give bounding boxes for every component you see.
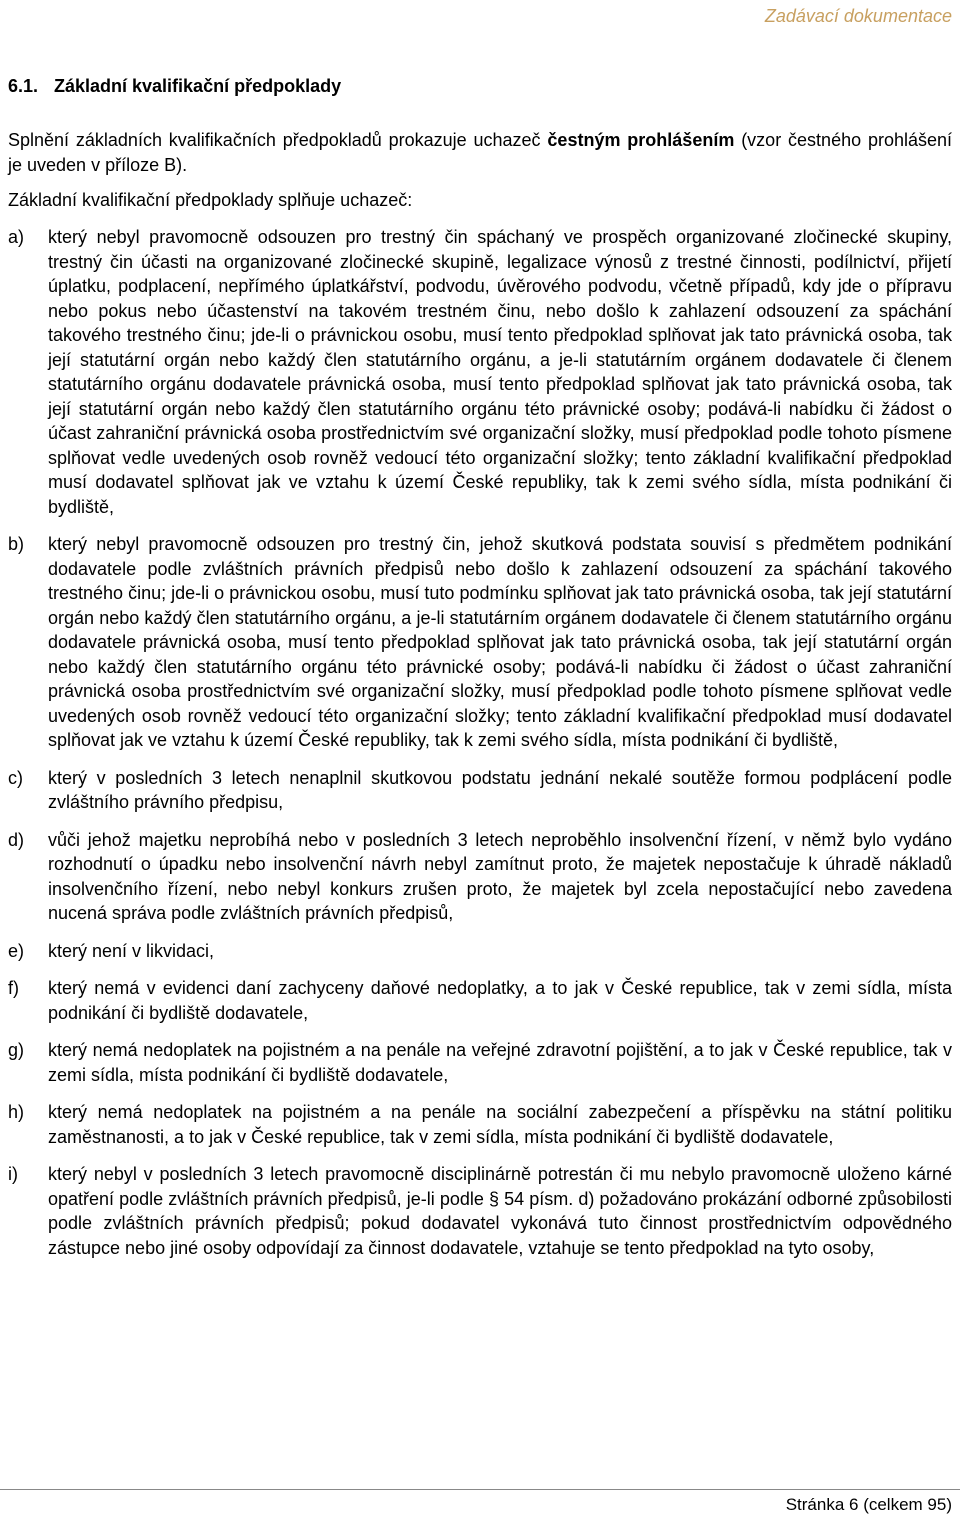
list-item-h (8, 1100, 952, 1149)
document-header-title: Zadávací dokumentace (764, 6, 952, 26)
lead-paragraph: Základní kvalifikační předpoklady splňuje uchazeč: (8, 190, 413, 210)
list-item-g (8, 1038, 952, 1087)
list-item-d (8, 828, 952, 926)
item-text: vůči jehož majetku neprobíhá nebo v posledních 3 letech neproběhlo insolvenční řízení, v němž bylo vydáno rozhodnutí o úpadku nebo insolvenční návrh nebyl zamítnut proto, že majetek nepostačuje k úhradě nákladů insolvenčního řízení, nebo nebyl konkurs zrušen proto, že majetek byl zcela nepostačující nebo zavedena nucená správa podle zvláštních právních předpisů, (48, 829, 952, 923)
section-heading (8, 76, 341, 97)
intro-text-before: Splnění základních kvalifikačních předpokladů prokazuje uchazeč (8, 130, 548, 150)
item-text: který nebyl pravomocně odsouzen pro trestný čin, jehož skutková podstata souvisí s předmětem podnikání dodavatele podle zvláštních právních předpisů nebo došlo k zahlazení odsouzení za spáchání takového trestného činu; jde-li o právnickou osobu, musí tuto podmínku splňovat jak tato právnická osoba, tak její statutární orgán nebo každý člen statutárního orgánu, a je-li statutárním orgánem dodavatele či členem statutárního orgánu dodavatele právnická osoba, musí tento předpoklad splňovat jak tato právnická osoba, tak její statutární orgán nebo každý člen statutárního orgánu této právnické osoby; podává-li nabídku či žádost o účast zahraniční právnická osoba prostřednictvím své organizační složky, musí předpoklad podle tohoto písmene splňovat vedle uvedených osob rovněž vedoucí této organizační složky; tento základní kvalifikační předpoklad musí dodavatel splňovat jak ve vztahu k území České republiky, tak k zemi svého sídla, místa podnikání či bydliště, (48, 534, 952, 750)
page-number: Stránka 6 (celkem 95) (785, 1495, 952, 1514)
list-item-i (8, 1162, 952, 1260)
item-text: který v posledních 3 letech nenaplnil skutkovou podstatu jednání nekalé soutěže formou podplácení podle zvláštního právního předpisu, (48, 767, 952, 812)
item-text: který nebyl pravomocně odsouzen pro trestný čin spáchaný ve prospěch organizované zločinecké skupiny, trestný čin účasti na organizované zločinecké skupině, legalizace výnosů z trestné činnosti, podílnictví, přijetí úplatku, podplacení, nepřímého úplatkářství, podvodu, úvěrového podvodu, včetně případů, kdy jde o přípravu nebo pokus nebo účastenství na takovém trestném činu, nebo došlo k zahlazení odsouzení za spáchání takového trestného činu; jde-li o právnickou osobu, musí tento předpoklad splňovat jak tato právnická osoba, tak její statutární orgán nebo každý člen statutárního orgánu, a je-li statutárním orgánem dodavatele či členem statutárního orgánu dodavatele právnická osoba, musí tento předpoklad splňovat jak tato právnická osoba, tak její statutární orgán nebo každý člen statutárního orgánu této právnické osoby; podává-li nabídku či žádost o účast zahraniční právnická osoba prostřednictvím své organizační složky, musí předpoklad podle tohoto písmene splňovat vedle uvedených osob rovněž vedoucí této organizační složky; tento základní kvalifikační předpoklad musí dodavatel splňovat jak ve vztahu k území České republiky, tak k zemi svého sídla, místa podnikání či bydliště, (48, 227, 952, 517)
item-letter: d) (8, 829, 25, 850)
item-letter: e) (8, 940, 25, 961)
item-letter: a) (8, 227, 25, 247)
requirements-list (8, 225, 952, 1273)
item-text: který nemá nedoplatek na pojistném a na penále na sociální zabezpečení a příspěvku na státní politiku zaměstnanosti, a to jak v České republice, tak v zemi sídla, místa podnikání či bydliště dodavatele, (48, 1102, 952, 1147)
list-item-b (8, 532, 952, 753)
item-letter: h) (8, 1102, 25, 1122)
item-text: který nemá nedoplatek na pojistném a na penále na veřejné zdravotní pojištění, a to jak v České republice, tak v zemi sídla, místa podnikání či bydliště dodavatele, (48, 1040, 952, 1085)
item-text: který nebyl v posledních 3 letech pravomocně disciplinárně potrestán či mu nebylo pravomocně uloženo kárné opatření podle zvláštních právních předpisů, je-li podle § 54 písm. d) požadováno prokázání odborné způsobilosti podle zvláštních právních předpisů; pokud dodavatel vykonává tuto činnost prostřednictvím odpovědného zástupce nebo jiné osoby odpovídají za činnost dodavatele, vztahuje se tento předpoklad na tyto osoby, (48, 1164, 952, 1258)
list-item-c (8, 766, 952, 815)
item-letter: b) (8, 534, 25, 554)
intro-bold-text: čestným prohlášením (547, 130, 735, 150)
list-item-f (8, 976, 952, 1025)
item-letter: i) (8, 1164, 18, 1184)
item-letter: g) (8, 1040, 25, 1060)
intro-text-after: (vzor čestného prohlášení je uveden v příloze B). (8, 130, 953, 175)
item-text: který nemá v evidenci daní zachyceny daňové nedoplatky, a to jak v České republice, tak v zemi sídla, místa podnikání či bydliště dodavatele, (48, 978, 952, 1023)
intro-paragraph (8, 128, 952, 177)
list-item-a (8, 225, 952, 519)
section-title: Základní kvalifikační předpoklady (54, 76, 342, 96)
item-letter: c) (8, 767, 23, 788)
item-letter: f) (8, 978, 19, 998)
footer-divider (0, 1489, 960, 1490)
item-text: který není v likvidaci, (48, 940, 215, 961)
list-item-e (8, 939, 952, 964)
section-number: 6.1. (8, 76, 39, 96)
